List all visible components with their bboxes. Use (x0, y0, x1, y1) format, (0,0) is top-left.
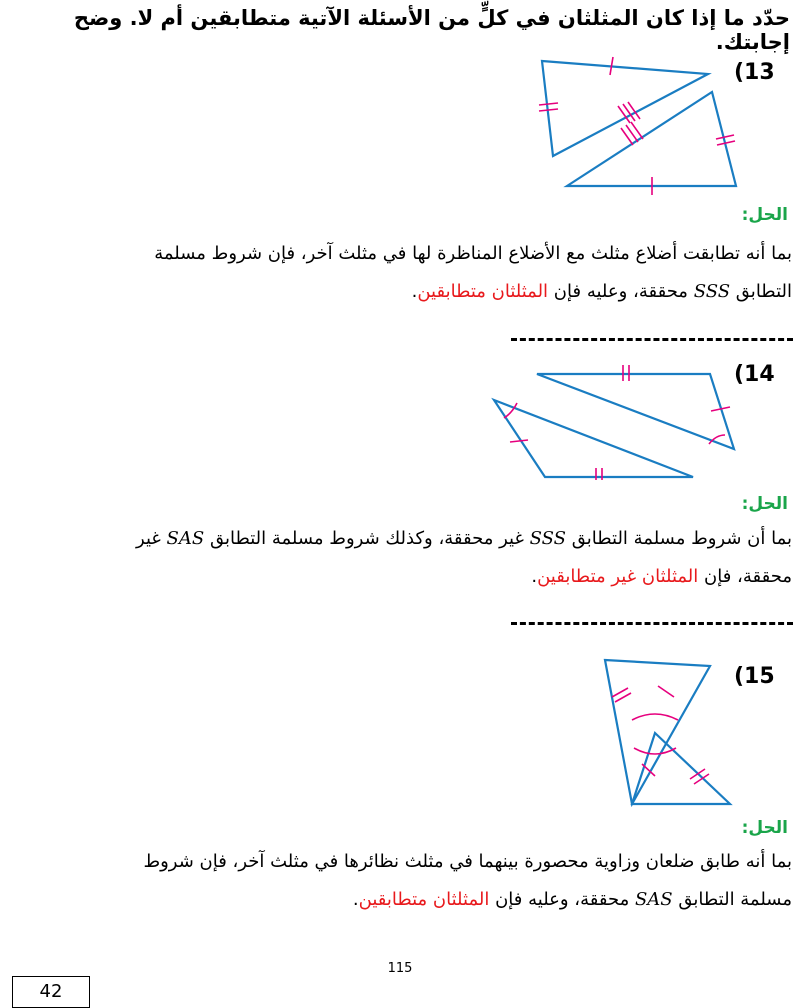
answer-13: المثلثان متطابقين (417, 281, 549, 302)
triangle-13-lower (567, 92, 736, 186)
separator-line (511, 622, 793, 625)
solution-label-13: الحل: (741, 205, 788, 225)
solution-text-13 (8, 235, 792, 311)
solution-13-line1: بما أنه تطابقت أضلاع مثلث مع الأضلاع المناظرة لها في مثلث آخر، فإن شروط مسلمة (154, 243, 792, 264)
problem-number-15: (15 (734, 664, 775, 689)
solution-15-line2: مسلمة التطابق SAS محققة، وعليه فإن المثلثان متطابقين. (352, 889, 792, 910)
triangle-13-upper (542, 61, 708, 156)
page-number: 115 (387, 961, 413, 976)
page-heading: حدّد ما إذا كان المثلثان في كلٍّ من الأسئلة الآتية متطابقين أم لا. وضح إجابتك. (73, 6, 790, 54)
figure-13 (520, 55, 750, 200)
answer-15: المثلثان متطابقين (358, 889, 490, 910)
page-box-number: 42 (12, 976, 90, 1008)
triangle-14-lower (494, 400, 693, 477)
problem-number-13: (13 (734, 60, 775, 85)
triangle-14-upper (537, 374, 734, 449)
answer-14: المثلثان غير متطابقين (537, 566, 699, 587)
solution-13-line2: التطابق SSS محققة، وعليه فإن المثلثان متطابقين. (411, 281, 792, 302)
triangle-15-upper (605, 660, 710, 804)
solution-text-15 (8, 843, 792, 919)
solution-label-14: الحل: (741, 494, 788, 514)
problem-number-14: (14 (734, 362, 775, 387)
solution-text-14 (8, 520, 792, 596)
solution-15-line1: بما أنه طابق ضلعان وزاوية محصورة بينهما في مثلث نظائرها في مثلث آخر، فإن شروط (143, 851, 792, 872)
figure-15 (590, 652, 740, 807)
solution-14-line2: محققة، فإن المثلثان غير متطابقين. (531, 566, 792, 587)
solution-14-line1: بما أن شروط مسلمة التطابق SSS غير محققة، وكذلك شروط مسلمة التطابق SAS غير (136, 528, 792, 549)
separator-line (511, 338, 793, 341)
solution-label-15: الحل: (741, 818, 788, 838)
figure-14 (490, 365, 740, 480)
